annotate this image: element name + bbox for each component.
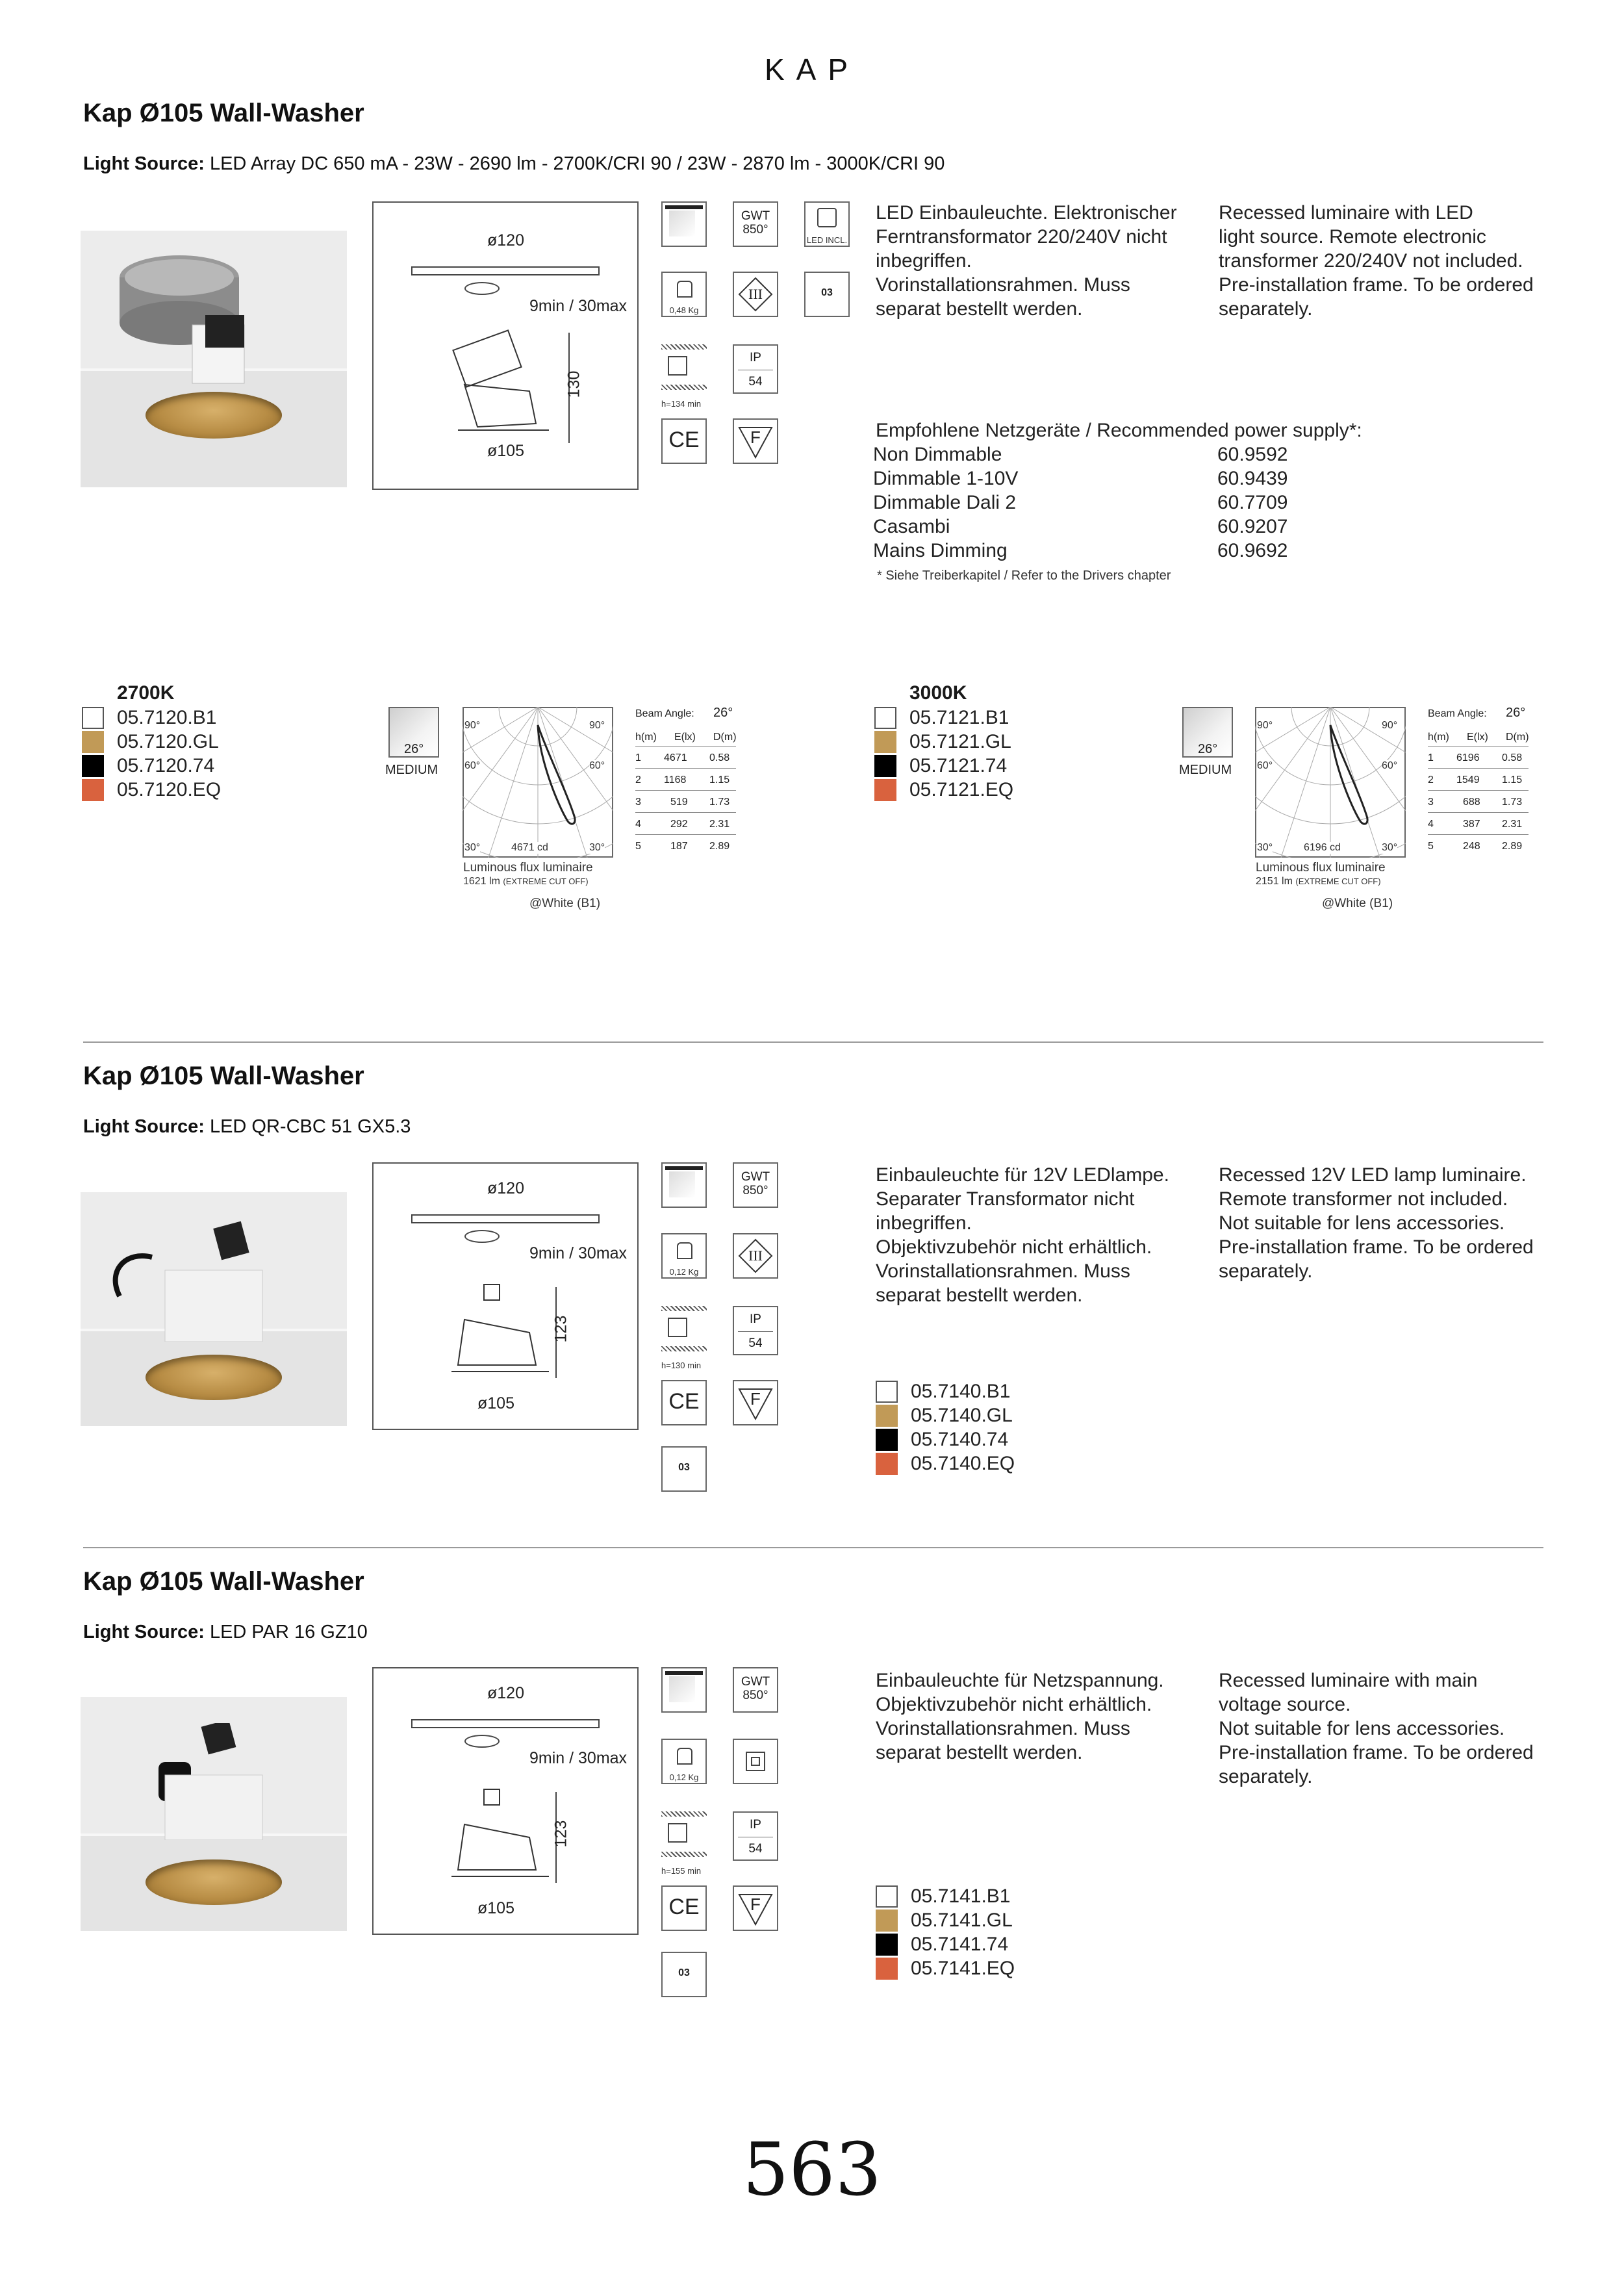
bottom-diameter-label: ø105	[477, 1899, 514, 1917]
table-cell: 1	[635, 752, 641, 763]
cutoff-label: (EXTREME CUT OFF)	[503, 876, 589, 886]
article-code: 05.7121.EQ	[909, 779, 1014, 800]
frame-outline	[411, 1214, 600, 1223]
dimension-drawing	[372, 201, 639, 490]
luminaire-body-illustration	[95, 250, 290, 400]
table-cell: 2	[1428, 774, 1434, 786]
code-row	[876, 1932, 1015, 1956]
ce-label: CE	[668, 1389, 700, 1414]
section-divider	[83, 1041, 1543, 1043]
table-header: E(lx)	[674, 732, 696, 743]
recessed-icon	[661, 1162, 707, 1208]
table-cell: 2.89	[1502, 841, 1523, 852]
power-supply-name: Dimmable 1-10V	[873, 468, 1019, 489]
dimension-drawing	[372, 1162, 639, 1430]
table-cell: 387	[1463, 819, 1480, 830]
gold-swatch	[82, 731, 104, 753]
light-source-label: Light Source:	[83, 153, 205, 174]
top-diameter-label: ø120	[487, 231, 524, 249]
code-row	[82, 754, 221, 778]
beam-angle-label: Beam Angle:	[1428, 708, 1487, 719]
variant-2700k-codes	[82, 706, 221, 802]
description-en: Recessed luminaire with LED light source. Remote electronic transformer 220/240V not included. Pre-installation frame. To be ordered separately.	[1219, 202, 1534, 320]
code-row	[82, 706, 221, 730]
table-cell: 1.73	[709, 797, 730, 808]
white-swatch	[82, 707, 104, 729]
adjust-label: 9min / 30max	[529, 1244, 628, 1262]
light-source-value: LED QR-CBC 51 GX5.3	[204, 1116, 411, 1137]
description-de: Einbauleuchte für 12V LEDlampe. Separater Transformator nicht inbegriffen. Objektivzubehör nicht erhältlich. Vorinstallationsrahmen. Muss separat bestellt werden.	[876, 1164, 1169, 1306]
product-photo	[81, 231, 347, 487]
height-label: 130	[565, 370, 583, 398]
power-supply-row	[873, 539, 1328, 563]
section-view-illustration	[451, 1281, 562, 1378]
code-row	[876, 1379, 1015, 1403]
weight-icon	[661, 1233, 707, 1279]
class-iii-icon	[733, 272, 778, 317]
code-row	[82, 778, 221, 802]
article-code: 05.7140.74	[911, 1429, 1009, 1450]
gwt-temp-label: 850°	[742, 223, 768, 236]
table-cell: 1	[1428, 752, 1434, 763]
power-supply-name: Dimmable Dali 2	[873, 492, 1017, 513]
orange-swatch	[876, 1958, 898, 1980]
gwt-temp-label: 850°	[742, 1689, 768, 1702]
energy-class-icon	[661, 1952, 707, 1997]
power-supply-code: 60.9592	[1217, 444, 1288, 465]
weight-icon	[661, 1739, 707, 1784]
section1-light-source	[83, 153, 945, 175]
angle-label: 90°	[589, 720, 605, 731]
polar-diagram	[1255, 707, 1406, 858]
bottom-diameter-label: ø105	[487, 442, 524, 460]
beam-icon-angle: 26°	[404, 742, 424, 756]
table-cell: 248	[1463, 841, 1480, 852]
gwt-temp-label: 850°	[742, 1184, 768, 1197]
cct-2700k-label: 2700K	[117, 682, 175, 704]
article-code: 05.7141.74	[911, 1934, 1009, 1955]
energy-label: 03	[821, 287, 833, 298]
angle-label: 60°	[1382, 760, 1398, 771]
ip-value: 54	[748, 1842, 763, 1856]
code-row	[874, 730, 1013, 754]
f-label: F	[750, 1895, 761, 1914]
power-supply-row	[873, 442, 1328, 466]
gold-swatch	[876, 1910, 898, 1932]
power-supply-note: * Siehe Treiberkapitel / Refer to the Drivers chapter	[877, 568, 1171, 583]
article-code: 05.7140.GL	[911, 1405, 1013, 1426]
section3-light-source	[83, 1622, 368, 1643]
class-ii-icon	[733, 1739, 778, 1784]
flux-value-row	[1256, 876, 1381, 888]
description-de: Einbauleuchte für Netzspannung. Objektivzubehör nicht erhältlich. Vorinstallationsrahmen. Muss separat bestellt werden.	[876, 1670, 1164, 1763]
table-cell: 2.89	[709, 841, 730, 852]
weight-icon	[661, 272, 707, 317]
beam-medium-icon	[388, 707, 439, 758]
article-code: 05.7121.GL	[909, 731, 1011, 752]
angle-label: 30°	[464, 842, 481, 853]
ce-label: CE	[668, 1895, 700, 1919]
dimension-drawing	[372, 1667, 639, 1935]
rotate-symbol	[464, 1230, 500, 1243]
table-cell: 5	[635, 841, 641, 852]
description-en: Recessed 12V LED lamp luminaire. Remote transformer not included. Not suitable for lens accessories. Pre-installation frame. To be ordered separately.	[1219, 1164, 1534, 1282]
flux-label: Luminous flux luminaire	[1256, 861, 1386, 875]
power-supply-row	[873, 466, 1328, 491]
energy-class-icon	[804, 272, 850, 317]
class-label: III	[748, 1247, 763, 1264]
description-de: LED Einbauleuchte. Elektronischer Ferntransformator 220/240V nicht inbegriffen. Vorinstallationsrahmen. Muss separat bestellt werden.	[876, 202, 1177, 320]
cutoff-label: (EXTREME CUT OFF)	[1295, 876, 1381, 886]
ip-rating-icon	[733, 344, 778, 394]
bottom-diameter-label: ø105	[477, 1394, 514, 1412]
article-code: 05.7141.B1	[911, 1885, 1011, 1907]
luminaire-body-illustration	[120, 1723, 288, 1840]
ip-value: 54	[748, 375, 763, 389]
article-code: 05.7140.B1	[911, 1381, 1011, 1402]
white-swatch	[874, 707, 896, 729]
table-cell: 0.58	[1502, 752, 1523, 763]
code-row	[876, 1908, 1015, 1932]
illuminance-table	[1428, 706, 1532, 865]
angle-label: 90°	[464, 720, 481, 731]
recessed-icon	[661, 1667, 707, 1713]
description-en: Recessed luminaire with main voltage source. Not suitable for lens accessories. Pre-installation frame. To be ordered separately.	[1219, 1670, 1534, 1787]
energy-label: 03	[678, 1967, 690, 1978]
ce-icon	[661, 1380, 707, 1425]
beam-angle-value: 26°	[713, 706, 733, 720]
table-cell: 4671	[664, 752, 687, 763]
beam-icon-label: MEDIUM	[385, 763, 438, 777]
installation-height-icon	[661, 1811, 707, 1857]
power-supply-code: 60.7709	[1217, 492, 1288, 513]
power-supply-list	[873, 442, 1328, 563]
angle-label: 60°	[464, 760, 481, 771]
table-cell: 2.31	[1502, 819, 1523, 830]
flux-value: 1621 lm	[463, 876, 500, 887]
code-row	[876, 1427, 1015, 1451]
code-row	[874, 778, 1013, 802]
peak-intensity-label: 4671 cd	[511, 842, 548, 853]
table-cell: 1168	[664, 774, 687, 786]
code-row	[82, 730, 221, 754]
table-cell: 1549	[1456, 774, 1480, 786]
intensity-curve	[1330, 725, 1367, 824]
table-cell: 5	[1428, 841, 1434, 852]
article-code: 05.7141.EQ	[911, 1958, 1015, 1979]
flux-label: Luminous flux luminaire	[463, 861, 593, 875]
section2-codes	[876, 1379, 1015, 1476]
power-supply-code: 60.9692	[1217, 540, 1288, 561]
power-supply-name: Mains Dimming	[873, 540, 1008, 561]
power-supply-row	[873, 491, 1328, 515]
white-swatch	[876, 1885, 898, 1908]
table-cell: 4	[1428, 819, 1434, 830]
beam-icon-label: MEDIUM	[1179, 763, 1232, 777]
section2-title: Kap Ø105 Wall-Washer	[83, 1062, 364, 1090]
height-label: 123	[552, 1820, 570, 1848]
black-swatch	[876, 1429, 898, 1451]
height-label: 123	[552, 1315, 570, 1343]
min-height-label: h=155 min	[661, 1866, 702, 1876]
table-header: h(m)	[635, 732, 657, 743]
light-source-value: LED PAR 16 GZ10	[204, 1622, 368, 1642]
top-diameter-label: ø120	[487, 1179, 524, 1197]
gwt-label: GWT	[741, 1170, 770, 1184]
min-height-label: h=134 min	[661, 399, 702, 409]
angle-label: 90°	[1257, 720, 1273, 731]
beam-angle-value: 26°	[1506, 706, 1526, 720]
white-label: @White (B1)	[1322, 897, 1393, 910]
brand-title: KAP	[764, 53, 860, 86]
glow-wire-test-icon	[733, 1667, 778, 1713]
rotate-symbol	[464, 1735, 500, 1748]
angle-label: 30°	[1257, 842, 1273, 853]
light-source-value: LED Array DC 650 mA - 23W - 2690 lm - 2700K/CRI 90 / 23W - 2870 lm - 3000K/CRI 90	[204, 153, 945, 174]
code-row	[876, 1403, 1015, 1427]
weight-label: 0,12 Kg	[669, 1267, 699, 1277]
orange-swatch	[876, 1453, 898, 1475]
code-row	[876, 1884, 1015, 1908]
section3-title: Kap Ø105 Wall-Washer	[83, 1567, 364, 1596]
black-swatch	[874, 755, 896, 777]
recessed-icon	[661, 201, 707, 247]
luminaire-body-illustration	[100, 1212, 308, 1342]
page-number: 563	[742, 2128, 882, 2212]
f-label: F	[750, 1389, 761, 1409]
power-supply-row	[873, 515, 1328, 539]
article-code: 05.7141.GL	[911, 1910, 1013, 1931]
table-header: D(m)	[1506, 732, 1529, 743]
weight-label: 0,48 Kg	[669, 305, 699, 315]
f-mark-icon	[733, 418, 778, 464]
beam-medium-icon	[1182, 707, 1233, 758]
article-code: 05.7140.EQ	[911, 1453, 1015, 1474]
black-swatch	[82, 755, 104, 777]
ip-rating-icon	[733, 1306, 778, 1355]
ip-label: IP	[750, 1818, 761, 1832]
ip-label: IP	[750, 1312, 761, 1326]
class-iii-icon	[733, 1233, 778, 1279]
installation-height-icon	[661, 344, 707, 390]
table-cell: 292	[670, 819, 688, 830]
gold-swatch	[876, 1405, 898, 1427]
code-row	[876, 1956, 1015, 1980]
orange-swatch	[874, 779, 896, 801]
section-view-illustration	[451, 1785, 562, 1883]
angle-label: 30°	[1382, 842, 1398, 853]
black-swatch	[876, 1934, 898, 1956]
light-source-label: Light Source:	[83, 1116, 205, 1137]
f-label: F	[750, 428, 761, 447]
ip-rating-icon	[733, 1811, 778, 1861]
table-cell: 3	[1428, 797, 1434, 808]
power-supply-name: Casambi	[873, 516, 950, 537]
table-cell: 4	[635, 819, 641, 830]
led-incl-label: LED INCL.	[806, 235, 848, 245]
power-supply-code: 60.9439	[1217, 468, 1288, 489]
section3-codes	[876, 1884, 1015, 1980]
section-divider	[83, 1547, 1543, 1548]
table-cell: 6196	[1456, 752, 1480, 763]
cct-3000k-label: 3000K	[909, 682, 967, 704]
light-source-label: Light Source:	[83, 1622, 205, 1642]
energy-label: 03	[678, 1462, 690, 1473]
beam-angle-label: Beam Angle:	[635, 708, 694, 719]
intensity-curve	[538, 725, 575, 824]
adjust-label: 9min / 30max	[529, 297, 628, 315]
peak-intensity-label: 6196 cd	[1304, 842, 1341, 853]
gold-swatch	[874, 731, 896, 753]
flux-value-row	[463, 876, 589, 888]
f-mark-icon	[733, 1380, 778, 1425]
adjust-label: 9min / 30max	[529, 1749, 628, 1767]
section2-light-source	[83, 1116, 411, 1138]
ce-icon	[661, 418, 707, 464]
table-cell: 2.31	[709, 819, 730, 830]
ip-value: 54	[748, 1336, 763, 1350]
beam-icon-angle: 26°	[1198, 742, 1218, 756]
ce-label: CE	[668, 428, 700, 452]
ip-label: IP	[750, 351, 761, 364]
table-cell: 519	[670, 797, 688, 808]
flux-value: 2151 lm	[1256, 876, 1293, 887]
table-header: E(lx)	[1467, 732, 1488, 743]
white-swatch	[876, 1381, 898, 1403]
angle-label: 60°	[589, 760, 605, 771]
polar-diagram	[463, 707, 613, 858]
weight-label: 0,12 Kg	[669, 1772, 699, 1782]
angle-label: 30°	[589, 842, 605, 853]
table-header: D(m)	[713, 732, 737, 743]
ce-icon	[661, 1885, 707, 1931]
table-cell: 1.73	[1502, 797, 1523, 808]
article-code: 05.7120.EQ	[117, 779, 222, 800]
angle-label: 60°	[1257, 760, 1273, 771]
angle-label: 90°	[1382, 720, 1398, 731]
article-code: 05.7120.74	[117, 755, 215, 776]
min-height-label: h=130 min	[661, 1361, 702, 1370]
installation-height-icon	[661, 1306, 707, 1351]
power-supply-code: 60.9207	[1217, 516, 1288, 537]
table-cell: 2	[635, 774, 641, 786]
product-photo	[81, 1192, 347, 1426]
article-code: 05.7120.B1	[117, 707, 217, 728]
article-code: 05.7120.GL	[117, 731, 219, 752]
power-supply-title: Empfohlene Netzgeräte / Recommended power supply*:	[876, 420, 1362, 441]
gwt-label: GWT	[741, 1675, 770, 1689]
table-header: h(m)	[1428, 732, 1449, 743]
f-mark-icon	[733, 1885, 778, 1931]
gwt-label: GWT	[741, 209, 770, 223]
frame-outline	[411, 1719, 600, 1728]
code-row	[876, 1451, 1015, 1476]
table-cell: 1.15	[709, 774, 730, 786]
frame-outline	[411, 266, 600, 275]
table-cell: 187	[670, 841, 688, 852]
led-included-icon	[804, 201, 850, 247]
product-photo	[81, 1697, 347, 1931]
table-cell: 0.58	[709, 752, 730, 763]
illuminance-table	[635, 706, 739, 865]
glow-wire-test-icon	[733, 201, 778, 247]
orange-swatch	[82, 779, 104, 801]
article-code: 05.7121.B1	[909, 707, 1009, 728]
top-diameter-label: ø120	[487, 1684, 524, 1702]
power-supply-name: Non Dimmable	[873, 444, 1002, 465]
section1-title: Kap Ø105 Wall-Washer	[83, 99, 364, 127]
energy-class-icon	[661, 1446, 707, 1492]
article-code: 05.7121.74	[909, 755, 1008, 776]
code-row	[874, 706, 1013, 730]
code-row	[874, 754, 1013, 778]
class-label: III	[748, 286, 763, 302]
table-cell: 1.15	[1502, 774, 1523, 786]
table-cell: 688	[1463, 797, 1480, 808]
section-view-illustration	[438, 326, 568, 443]
glow-wire-test-icon	[733, 1162, 778, 1208]
variant-3000k-codes	[874, 706, 1013, 802]
rotate-symbol	[464, 282, 500, 295]
white-label: @White (B1)	[529, 897, 601, 910]
table-cell: 3	[635, 797, 641, 808]
